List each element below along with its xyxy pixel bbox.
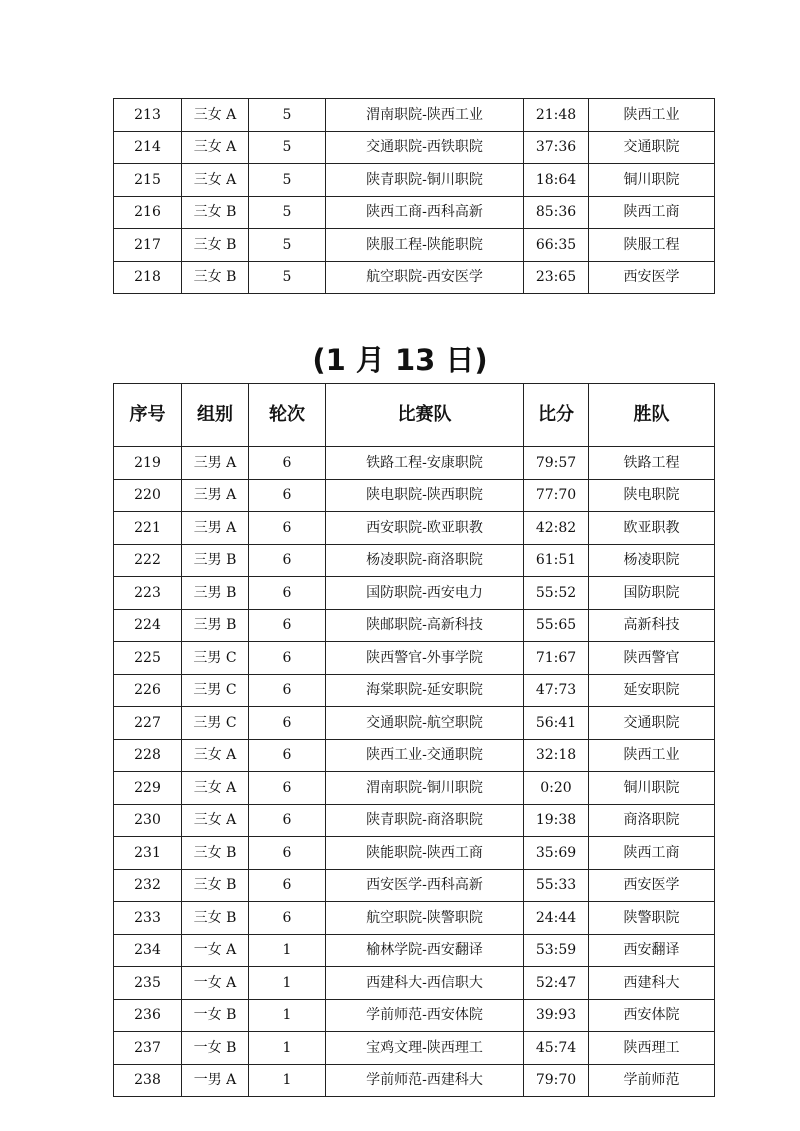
cell-matchup: 渭南职院-陕西工业 — [326, 99, 524, 132]
cell-winner: 铜川职院 — [589, 772, 715, 805]
cell-winner: 陕西工业 — [589, 739, 715, 772]
results-table-jan-13-body — [114, 447, 715, 1097]
cell-group: 三女 B — [182, 902, 249, 935]
cell-seq: 231 — [114, 837, 182, 870]
cell-group: 三女 B — [182, 196, 249, 229]
cell-group: 三男 C — [182, 674, 249, 707]
table-row — [114, 99, 715, 132]
cell-winner: 西建科大 — [589, 967, 715, 1000]
table-row — [114, 609, 715, 642]
results-table-previous — [113, 98, 715, 294]
cell-score: 35:69 — [524, 837, 589, 870]
cell-winner: 陕西理工 — [589, 1032, 715, 1065]
cell-seq: 222 — [114, 544, 182, 577]
cell-group: 三女 A — [182, 99, 249, 132]
cell-matchup: 交通职院-西铁职院 — [326, 131, 524, 164]
cell-round: 6 — [249, 804, 326, 837]
cell-score: 85:36 — [524, 196, 589, 229]
cell-winner: 陕西工业 — [589, 99, 715, 132]
cell-score: 42:82 — [524, 512, 589, 545]
cell-winner: 西安翻译 — [589, 934, 715, 967]
cell-group: 一男 A — [182, 1064, 249, 1097]
results-table-previous-body — [114, 99, 715, 294]
cell-group: 一女 B — [182, 999, 249, 1032]
cell-seq: 219 — [114, 447, 182, 480]
table-row — [114, 967, 715, 1000]
cell-winner: 学前师范 — [589, 1064, 715, 1097]
cell-matchup: 宝鸡文理-陕西理工 — [326, 1032, 524, 1065]
table-row — [114, 902, 715, 935]
cell-matchup: 陕西警官-外事学院 — [326, 642, 524, 675]
cell-round: 6 — [249, 837, 326, 870]
cell-score: 19:38 — [524, 804, 589, 837]
cell-group: 三女 A — [182, 164, 249, 197]
cell-matchup: 陕西工业-交通职院 — [326, 739, 524, 772]
cell-score: 56:41 — [524, 707, 589, 740]
table-row — [114, 261, 715, 294]
cell-winner: 西安医学 — [589, 261, 715, 294]
cell-round: 5 — [249, 99, 326, 132]
table-row — [114, 512, 715, 545]
cell-round: 6 — [249, 739, 326, 772]
cell-seq: 216 — [114, 196, 182, 229]
table-row — [114, 131, 715, 164]
table-row — [114, 739, 715, 772]
cell-round: 1 — [249, 967, 326, 1000]
cell-winner: 杨凌职院 — [589, 544, 715, 577]
header-group: 组别 — [182, 384, 249, 447]
cell-matchup: 陕能职院-陕西工商 — [326, 837, 524, 870]
cell-seq: 236 — [114, 999, 182, 1032]
cell-round: 6 — [249, 642, 326, 675]
cell-group: 三女 B — [182, 229, 249, 262]
cell-matchup: 陕青职院-商洛职院 — [326, 804, 524, 837]
cell-group: 三男 C — [182, 707, 249, 740]
table-row — [114, 229, 715, 262]
cell-winner: 延安职院 — [589, 674, 715, 707]
cell-score: 47:73 — [524, 674, 589, 707]
table-row — [114, 869, 715, 902]
cell-round: 5 — [249, 164, 326, 197]
table-row — [114, 164, 715, 197]
table-header — [114, 384, 715, 447]
cell-score: 37:36 — [524, 131, 589, 164]
cell-score: 21:48 — [524, 99, 589, 132]
cell-group: 三男 B — [182, 544, 249, 577]
cell-group: 一女 A — [182, 967, 249, 1000]
cell-matchup: 交通职院-航空职院 — [326, 707, 524, 740]
cell-winner: 陕服工程 — [589, 229, 715, 262]
cell-score: 55:65 — [524, 609, 589, 642]
header-matchup: 比赛队 — [326, 384, 524, 447]
cell-seq: 213 — [114, 99, 182, 132]
cell-score: 32:18 — [524, 739, 589, 772]
cell-matchup: 航空职院-西安医学 — [326, 261, 524, 294]
table-row — [114, 642, 715, 675]
cell-winner: 陕警职院 — [589, 902, 715, 935]
cell-round: 5 — [249, 261, 326, 294]
cell-matchup: 陕青职院-铜川职院 — [326, 164, 524, 197]
cell-seq: 221 — [114, 512, 182, 545]
cell-seq: 215 — [114, 164, 182, 197]
cell-score: 0:20 — [524, 772, 589, 805]
cell-group: 三男 A — [182, 447, 249, 480]
table-row — [114, 804, 715, 837]
cell-winner: 陕西工商 — [589, 196, 715, 229]
cell-seq: 225 — [114, 642, 182, 675]
table-row — [114, 544, 715, 577]
cell-seq: 227 — [114, 707, 182, 740]
cell-seq: 230 — [114, 804, 182, 837]
cell-seq: 224 — [114, 609, 182, 642]
cell-group: 三男 C — [182, 642, 249, 675]
cell-matchup: 西安医学-西科高新 — [326, 869, 524, 902]
cell-matchup: 铁路工程-安康职院 — [326, 447, 524, 480]
cell-score: 79:70 — [524, 1064, 589, 1097]
cell-seq: 220 — [114, 479, 182, 512]
cell-group: 三女 B — [182, 261, 249, 294]
cell-group: 一女 A — [182, 934, 249, 967]
cell-group: 三男 A — [182, 479, 249, 512]
cell-seq: 237 — [114, 1032, 182, 1065]
cell-group: 一女 B — [182, 1032, 249, 1065]
cell-matchup: 学前师范-西建科大 — [326, 1064, 524, 1097]
cell-score: 45:74 — [524, 1032, 589, 1065]
header-seq: 序号 — [114, 384, 182, 447]
cell-group: 三女 B — [182, 869, 249, 902]
cell-round: 6 — [249, 609, 326, 642]
cell-round: 6 — [249, 902, 326, 935]
table-row — [114, 934, 715, 967]
cell-group: 三女 A — [182, 739, 249, 772]
cell-round: 6 — [249, 707, 326, 740]
cell-score: 77:70 — [524, 479, 589, 512]
header-score: 比分 — [524, 384, 589, 447]
cell-score: 66:35 — [524, 229, 589, 262]
cell-score: 53:59 — [524, 934, 589, 967]
cell-matchup: 海棠职院-延安职院 — [326, 674, 524, 707]
cell-seq: 235 — [114, 967, 182, 1000]
header-row — [114, 384, 715, 447]
cell-score: 55:52 — [524, 577, 589, 610]
cell-group: 三男 A — [182, 512, 249, 545]
date-heading: (1 月 13 日) — [312, 343, 488, 377]
table-row — [114, 707, 715, 740]
table-row — [114, 772, 715, 805]
cell-seq: 238 — [114, 1064, 182, 1097]
cell-score: 61:51 — [524, 544, 589, 577]
cell-winner: 交通职院 — [589, 131, 715, 164]
cell-matchup: 榆林学院-西安翻译 — [326, 934, 524, 967]
cell-round: 1 — [249, 934, 326, 967]
cell-matchup: 航空职院-陕警职院 — [326, 902, 524, 935]
cell-group: 三女 A — [182, 804, 249, 837]
cell-round: 6 — [249, 869, 326, 902]
cell-matchup: 西安职院-欧亚职教 — [326, 512, 524, 545]
cell-seq: 229 — [114, 772, 182, 805]
cell-round: 6 — [249, 479, 326, 512]
cell-round: 5 — [249, 229, 326, 262]
cell-matchup: 陕服工程-陕能职院 — [326, 229, 524, 262]
cell-winner: 国防职院 — [589, 577, 715, 610]
cell-seq: 232 — [114, 869, 182, 902]
table-row — [114, 999, 715, 1032]
cell-matchup: 渭南职院-铜川职院 — [326, 772, 524, 805]
header-winner: 胜队 — [589, 384, 715, 447]
cell-matchup: 杨凌职院-商洛职院 — [326, 544, 524, 577]
cell-score: 24:44 — [524, 902, 589, 935]
cell-seq: 223 — [114, 577, 182, 610]
cell-winner: 陕西工商 — [589, 837, 715, 870]
cell-winner: 铁路工程 — [589, 447, 715, 480]
cell-group: 三男 B — [182, 609, 249, 642]
cell-seq: 228 — [114, 739, 182, 772]
cell-winner: 商洛职院 — [589, 804, 715, 837]
cell-seq: 226 — [114, 674, 182, 707]
cell-winner: 交通职院 — [589, 707, 715, 740]
cell-round: 6 — [249, 447, 326, 480]
cell-seq: 218 — [114, 261, 182, 294]
results-table-jan-13 — [113, 383, 715, 1097]
cell-matchup: 陕邮职院-高新科技 — [326, 609, 524, 642]
cell-winner: 陕西警官 — [589, 642, 715, 675]
cell-round: 6 — [249, 772, 326, 805]
cell-matchup: 学前师范-西安体院 — [326, 999, 524, 1032]
cell-round: 1 — [249, 999, 326, 1032]
cell-score: 23:65 — [524, 261, 589, 294]
table-row — [114, 1032, 715, 1065]
cell-matchup: 国防职院-西安电力 — [326, 577, 524, 610]
table-row — [114, 674, 715, 707]
cell-seq: 217 — [114, 229, 182, 262]
cell-matchup: 陕电职院-陕西职院 — [326, 479, 524, 512]
cell-score: 71:67 — [524, 642, 589, 675]
cell-score: 52:47 — [524, 967, 589, 1000]
table-row — [114, 196, 715, 229]
cell-round: 1 — [249, 1032, 326, 1065]
table-row — [114, 479, 715, 512]
cell-score: 39:93 — [524, 999, 589, 1032]
cell-group: 三男 B — [182, 577, 249, 610]
cell-winner: 铜川职院 — [589, 164, 715, 197]
cell-winner: 西安医学 — [589, 869, 715, 902]
header-round: 轮次 — [249, 384, 326, 447]
table-row — [114, 447, 715, 480]
cell-winner: 高新科技 — [589, 609, 715, 642]
cell-winner: 陕电职院 — [589, 479, 715, 512]
table-row — [114, 837, 715, 870]
table-row — [114, 1064, 715, 1097]
cell-round: 1 — [249, 1064, 326, 1097]
cell-score: 55:33 — [524, 869, 589, 902]
cell-round: 6 — [249, 512, 326, 545]
cell-round: 6 — [249, 544, 326, 577]
cell-round: 5 — [249, 196, 326, 229]
cell-seq: 214 — [114, 131, 182, 164]
cell-matchup: 陕西工商-西科高新 — [326, 196, 524, 229]
cell-score: 79:57 — [524, 447, 589, 480]
cell-seq: 234 — [114, 934, 182, 967]
cell-group: 三女 A — [182, 772, 249, 805]
cell-winner: 西安体院 — [589, 999, 715, 1032]
cell-group: 三女 B — [182, 837, 249, 870]
cell-round: 6 — [249, 577, 326, 610]
cell-score: 18:64 — [524, 164, 589, 197]
cell-winner: 欧亚职教 — [589, 512, 715, 545]
cell-matchup: 西建科大-西信职大 — [326, 967, 524, 1000]
cell-group: 三女 A — [182, 131, 249, 164]
cell-seq: 233 — [114, 902, 182, 935]
table-row — [114, 577, 715, 610]
cell-round: 5 — [249, 131, 326, 164]
cell-round: 6 — [249, 674, 326, 707]
